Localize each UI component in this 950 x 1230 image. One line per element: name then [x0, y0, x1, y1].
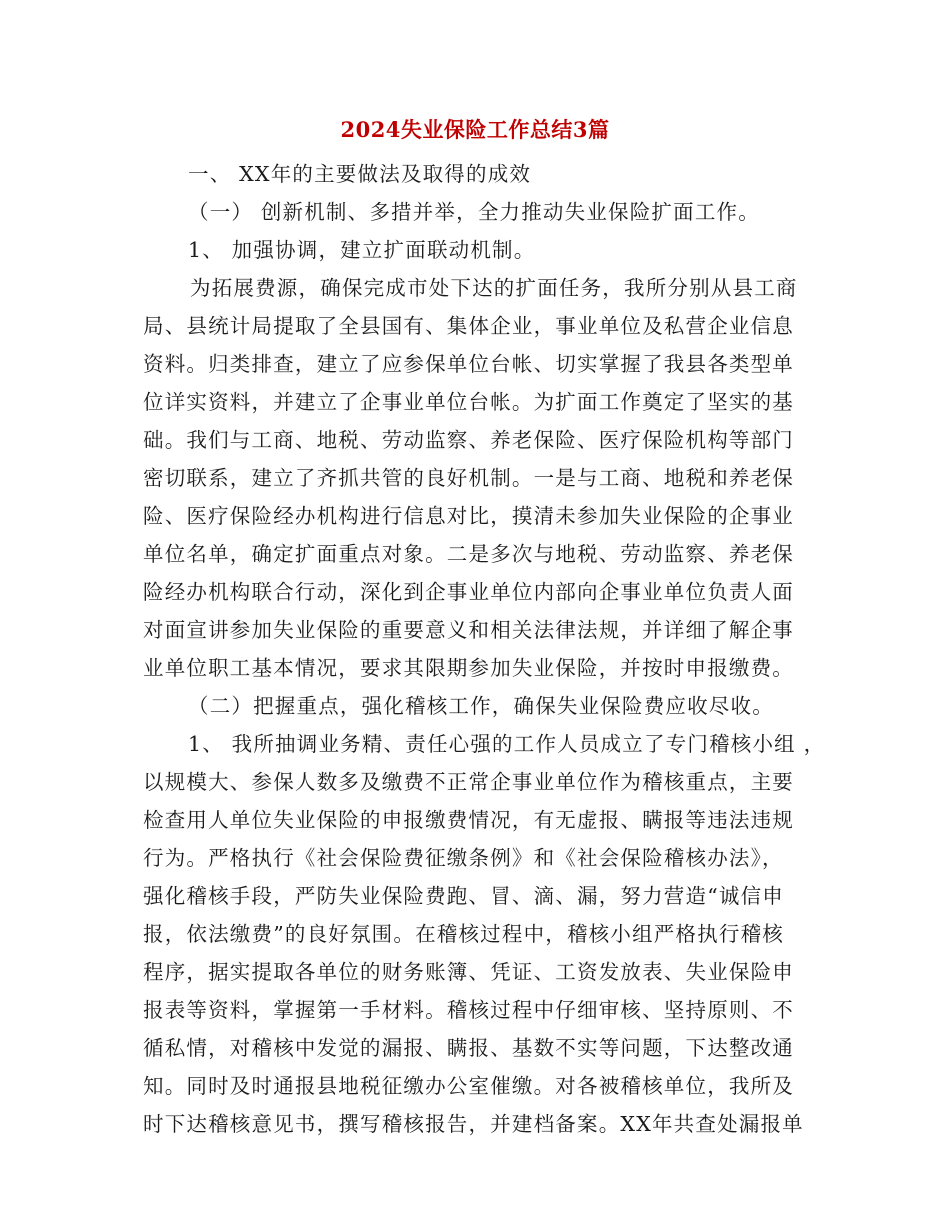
- paragraph-line: 检查用人单位失业保险的申报缴费情况，有无虚报、瞒报等违法违规: [143, 808, 794, 832]
- subsection-heading: （二）把握重点，强化稽核工作，确保失业保险费应收尽收。: [188, 694, 774, 718]
- subsection-heading: （一） 创新机制、多措并举，全力推动失业保险扩面工作。: [188, 200, 760, 224]
- paragraph-line: 以规模大、参保人数多及缴费不正常企事业单位作为稽核重点，主要: [143, 770, 794, 794]
- paragraph-line: 险、医疗保险经办机构进行信息对比，摸清未参加失业保险的企事业: [143, 504, 794, 528]
- paragraph-line: 局、县统计局提取了全县国有、集体企业，事业单位及私营企业信息: [143, 314, 794, 338]
- paragraph-line: 为拓展费源，确保完成市处下达的扩面任务，我所分别从县工商: [190, 276, 798, 300]
- paragraph-line: 报，依法缴费”的良好氛围。在稽核过程中，稽核小组严格执行稽核: [143, 922, 784, 946]
- document-title: 2024失业保险工作总结3篇: [340, 117, 610, 142]
- section-heading: 一、 XX年的主要做法及取得的成效: [188, 162, 532, 186]
- paragraph-line: 密切联系，建立了齐抓共管的良好机制。一是与工商、地税和养老保: [143, 466, 794, 490]
- paragraph-line: 位详实资料，并建立了企事业单位台帐。为扩面工作奠定了坚实的基: [143, 390, 794, 414]
- paragraph-line: 单位名单，确定扩面重点对象。二是多次与地税、劳动监察、养老保: [143, 542, 794, 566]
- paragraph-line: 程序，据实提取各单位的财务账簿、凭证、工资发放表、失业保险申: [143, 960, 794, 984]
- paragraph-line: 础。我们与工商、地税、劳动监察、养老保险、医疗保险机构等部门: [143, 428, 794, 452]
- paragraph-line: 时下达稽核意见书，撰写稽核报告，并建档备案。XX年共查处漏报单: [143, 1112, 804, 1136]
- paragraph-line: 险经办机构联合行动，深化到企事业单位内部向企事业单位负责人面: [143, 580, 794, 604]
- paragraph-line: 知。同时及时通报县地税征缴办公室催缴。对各被稽核单位，我所及: [143, 1074, 794, 1098]
- paragraph-line: 循私情，对稽核中发觉的漏报、瞒报、基数不实等问题，下达整改通: [143, 1036, 794, 1060]
- paragraph-line: 报表等资料，掌握第一手材料。稽核过程中仔细审核、坚持原则、不: [143, 998, 794, 1022]
- paragraph-line: 强化稽核手段，严防失业保险费跑、冒、滴、漏，努力营造“诚信申: [143, 884, 784, 908]
- paragraph-line: 对面宣讲参加失业保险的重要意义和相关法律法规，并详细了解企事: [143, 618, 794, 642]
- paragraph-line: 业单位职工基本情况，要求其限期参加失业保险，并按时申报缴费。: [143, 656, 794, 680]
- paragraph-line: 1、 我所抽调业务精、责任心强的工作人员成立了专门稽核小组 ，: [188, 732, 826, 756]
- paragraph-line: 资料。归类排查，建立了应参保单位台帐、切实掌握了我县各类型单: [143, 352, 794, 376]
- paragraph-line: 行为。严格执行《社会保险费征缴条例》和《社会保险稽核办法》，: [143, 846, 784, 870]
- item-heading: 1、 加强协调，建立扩面联动机制。: [188, 238, 536, 262]
